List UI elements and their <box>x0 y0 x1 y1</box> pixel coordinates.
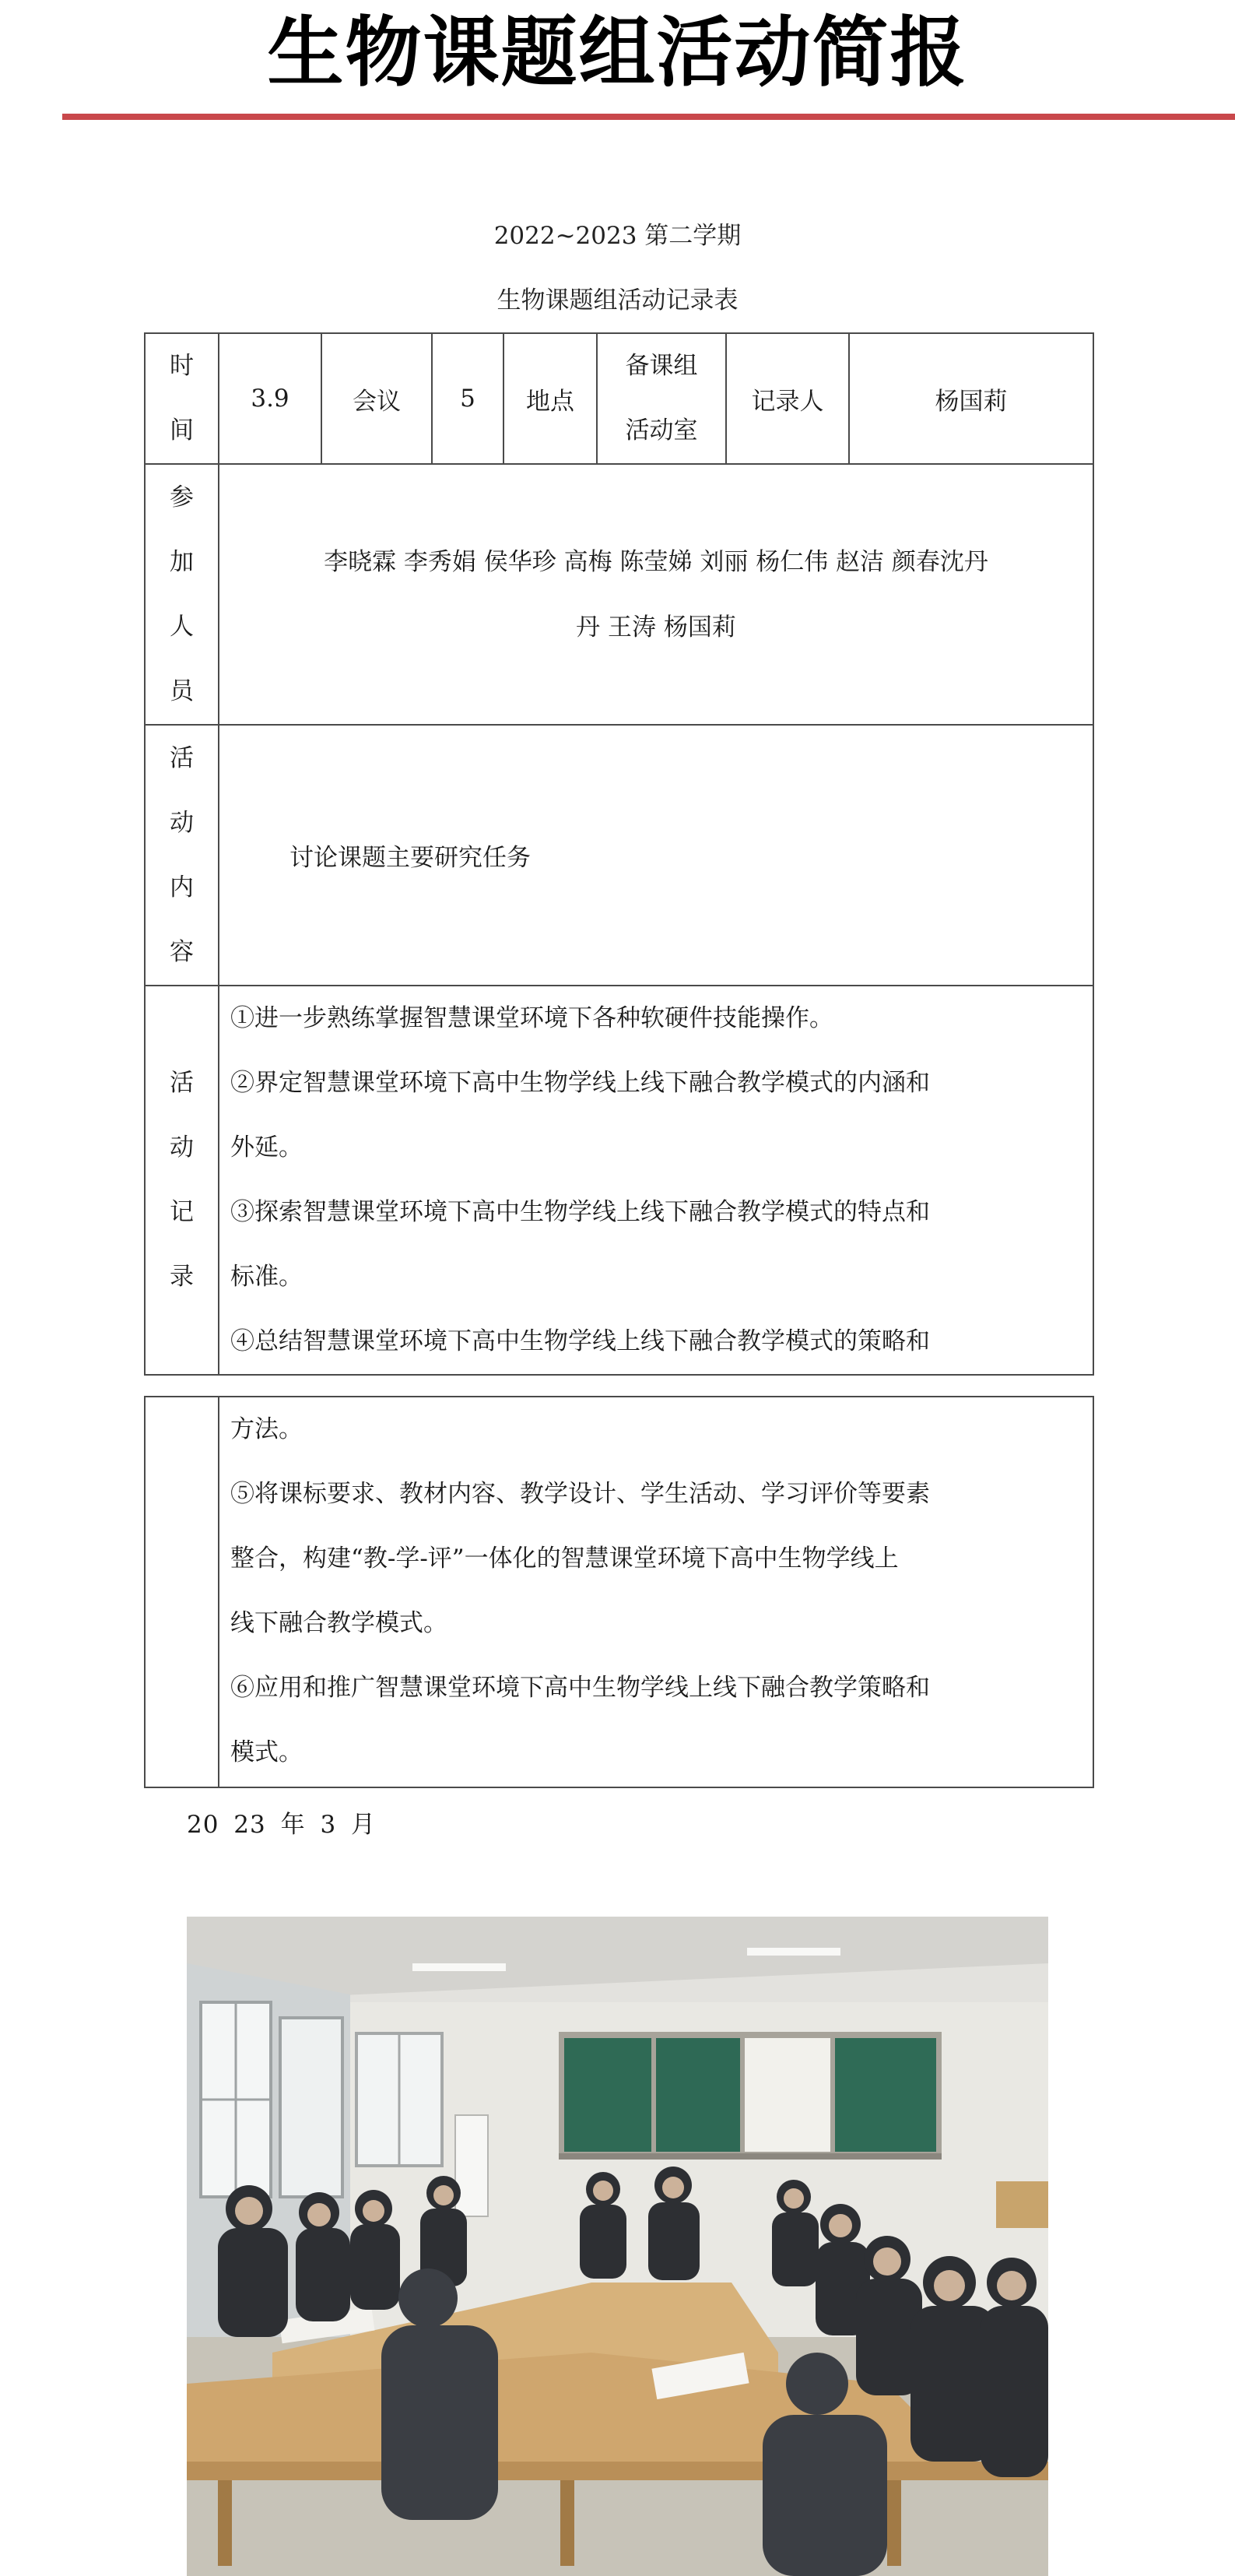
activity-record-table <box>144 332 1094 1376</box>
recorder-label-cell: 记录人 <box>726 333 849 464</box>
log-line: 线下融合教学模式。 <box>230 1609 447 1637</box>
log-cell-continued <box>219 1397 1093 1787</box>
recorder-cell: 杨国莉 <box>849 333 1093 464</box>
location-line: 备课组 <box>625 352 698 380</box>
semester-heading: 2022~2023 第二学期 <box>493 222 742 250</box>
location-label-cell: 地点 <box>503 333 597 464</box>
participants-label-char: 参 <box>170 483 194 511</box>
participants-line: 丹 王涛 杨国莉 <box>576 613 736 641</box>
record-table-title: 生物课题组活动记录表 <box>496 286 739 315</box>
log-line: ③探索智慧课堂环境下高中生物学线上线下融合教学模式的特点和 <box>230 1198 930 1226</box>
log-label-cell-blank <box>145 1397 219 1787</box>
content-label-cell <box>145 725 219 986</box>
content-label-char: 动 <box>170 808 194 837</box>
content-label-char: 容 <box>170 937 194 966</box>
log-line: 模式。 <box>230 1738 303 1766</box>
location-line: 活动室 <box>625 416 698 445</box>
meeting-photo-icon <box>187 1917 1048 2576</box>
participants-label-char: 人 <box>170 612 194 641</box>
log-line: ②界定智慧课堂环境下高中生物学线上线下融合教学模式的内涵和 <box>230 1069 930 1097</box>
log-line: 整合，构建“教-学-评”一体化的智慧课堂环境下高中生物学线上 <box>230 1545 899 1573</box>
type-cell: 会议 <box>321 333 432 464</box>
participants-label-cell <box>145 464 219 725</box>
location-cell <box>597 333 726 464</box>
participants-label-char: 员 <box>170 677 194 705</box>
document-date: 20 23 年 3 月 <box>187 1811 377 1839</box>
participants-cell <box>219 464 1093 725</box>
participants-label-char: 加 <box>170 547 194 576</box>
log-line: ④总结智慧课堂环境下高中生物学线上线下融合教学模式的策略和 <box>230 1327 930 1355</box>
log-label-char: 录 <box>170 1263 194 1291</box>
log-line: 方法。 <box>230 1415 303 1443</box>
log-line: 标准。 <box>230 1263 303 1291</box>
content-label-char: 活 <box>170 743 194 772</box>
log-label-char: 记 <box>170 1198 194 1226</box>
participants-line: 李晓霖 李秀娟 侯华珍 高梅 陈莹娣 刘丽 杨仁伟 赵洁 颜春沈丹 <box>324 547 988 576</box>
log-line: 外延。 <box>230 1133 303 1161</box>
log-label-char: 动 <box>170 1133 194 1161</box>
meeting-photo <box>187 1917 1048 2576</box>
period-cell: 5 <box>432 333 503 464</box>
log-label-cell <box>145 986 219 1375</box>
log-cell <box>219 986 1093 1375</box>
date-cell: 3.9 <box>219 333 321 464</box>
activity-record-table-continued <box>144 1396 1094 1788</box>
log-line: ⑥应用和推广智慧课堂环境下高中生物学线上线下融合教学策略和 <box>230 1674 930 1702</box>
page-title: 生物课题组活动简报 <box>267 9 968 97</box>
content-label-char: 内 <box>170 873 194 901</box>
log-label-char: 活 <box>170 1069 194 1097</box>
content-cell: 讨论课题主要研究任务 <box>219 725 1093 986</box>
time-label-char: 时 <box>170 352 194 380</box>
time-label-char: 间 <box>170 416 194 445</box>
time-label-cell <box>145 333 219 464</box>
log-line: ⑤将课标要求、教材内容、教学设计、学生活动、学习评价等要素 <box>230 1480 930 1508</box>
log-line: ①进一步熟练掌握智慧课堂环境下各种软硬件技能操作。 <box>230 1004 833 1032</box>
title-divider <box>62 114 1235 120</box>
